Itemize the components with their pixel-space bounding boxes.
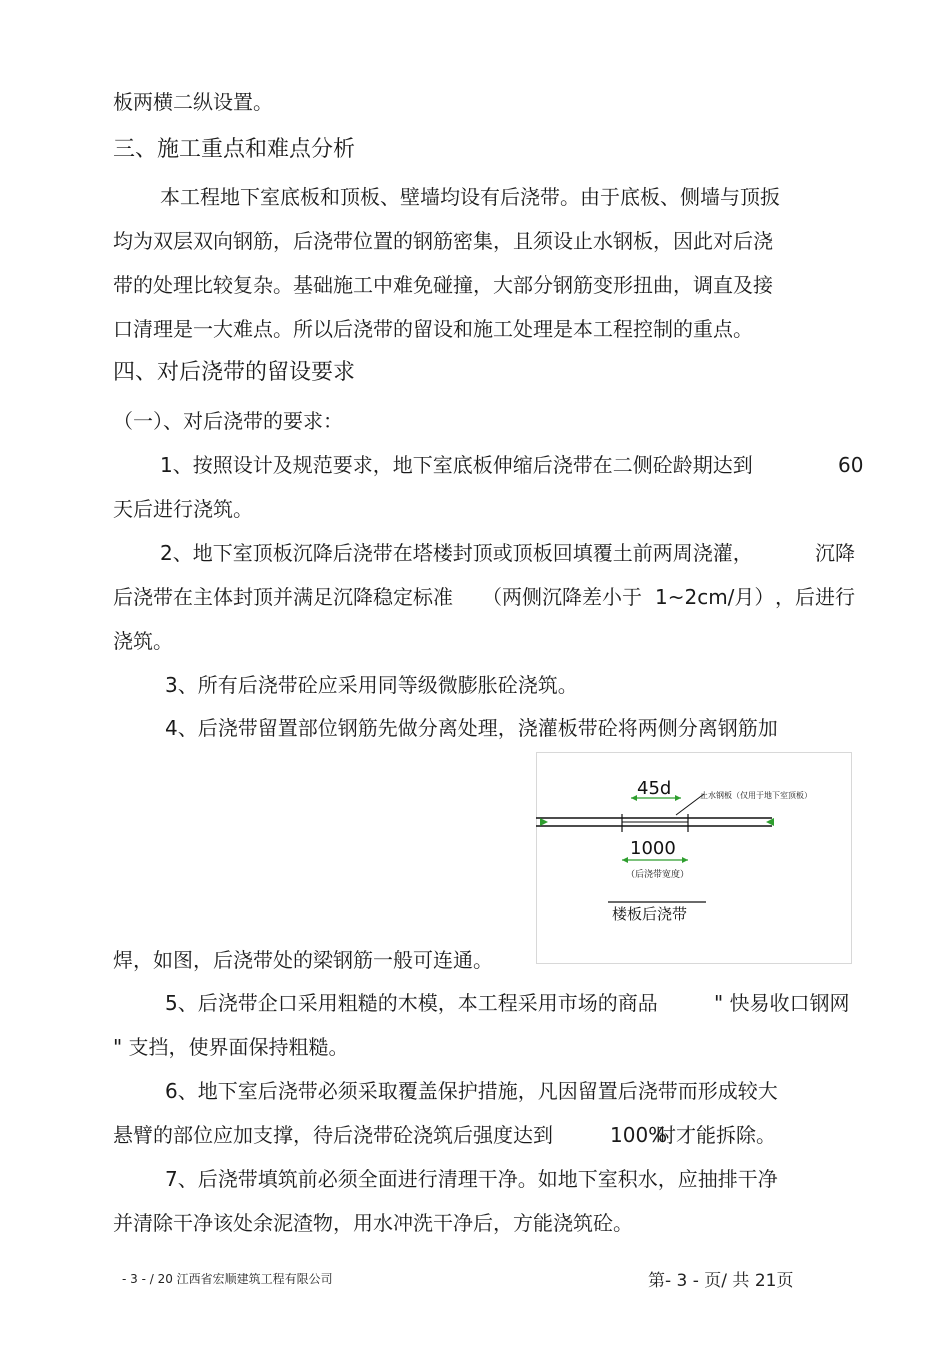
text-line: 时才能拆除。 xyxy=(656,1123,776,1147)
dim-1000-label: 1000 xyxy=(630,838,676,859)
text-line: 并清除干净该处余泥渣物，用水冲洗干净后，方能浇筑砼。 xyxy=(113,1211,633,1235)
text-line: 2、地下室顶板沉降后浇带在塔楼封顶或顶板回填覆土前两周浇灌， xyxy=(160,541,753,565)
text-line: 浇筑。 xyxy=(113,629,173,653)
text-line: 带的处理比较复杂。基础施工中难免碰撞，大部分钢筋变形扭曲，调直及接 xyxy=(113,273,773,297)
text-line: 后浇带在主体封顶并满足沉降稳定标准 xyxy=(113,585,453,609)
footer-page-number: 第- 3 - 页/ 共 21页 xyxy=(648,1271,794,1291)
waterstop-note: 止水钢板（仅用于地下室顶板） xyxy=(700,791,812,800)
text-line: 1~2cm/月） xyxy=(655,585,775,609)
slab-strip-diagram xyxy=(536,752,852,964)
text-line: ，后进行 xyxy=(775,585,855,609)
text-number: 60 xyxy=(838,453,864,477)
subsection-heading: （一）、对后浇带的要求： xyxy=(113,409,343,433)
text-line: " 支挡，使界面保持粗糙。 xyxy=(113,1035,349,1059)
text-line: 沉降 xyxy=(815,541,855,565)
figure-frame xyxy=(537,753,852,964)
text-line: 板两横二纵设置。 xyxy=(113,90,273,114)
text-line: 均为双层双向钢筋，后浇带位置的钢筋密集，且须设止水钢板，因此对后浇 xyxy=(113,229,773,253)
text-line: 焊，如图，后浇带处的梁钢筋一般可连通。 xyxy=(113,948,493,972)
section-heading: 四、对后浇带的留设要求 xyxy=(113,360,356,385)
text-line: 4、后浇带留置部位钢筋先做分离处理，浇灌板带砼将两侧分离钢筋加 xyxy=(165,716,778,740)
strip-width-note: （后浇带宽度） xyxy=(626,870,690,880)
dim-45d-label: 45d xyxy=(637,778,672,799)
section-heading: 三、施工重点和难点分析 xyxy=(113,137,356,162)
text-line: 6、地下室后浇带必须采取覆盖保护措施，凡因留置后浇带而形成较大 xyxy=(165,1079,778,1103)
dim-arrow-left-icon xyxy=(622,857,628,863)
text-line: 7、后浇带填筑前必须全面进行清理干净。如地下室积水，应抽排干净 xyxy=(165,1167,778,1191)
text-line: 本工程地下室底板和顶板、壁墙均设有后浇带。由于底板、侧墙与顶扳 xyxy=(160,185,780,209)
post-pour-strip-figure xyxy=(536,752,852,964)
figure-caption: 楼板后浇带 xyxy=(612,905,688,923)
text-number: 100% xyxy=(610,1123,668,1147)
arrow-left-icon xyxy=(540,818,548,826)
text-line: " 快易收口钢网 xyxy=(714,991,850,1015)
text-line: （两侧沉降差小于 xyxy=(482,585,642,609)
text-line: 口清理是一大难点。所以后浇带的留设和施工处理是本工程控制的重点。 xyxy=(113,317,753,341)
dim-arrow-right-icon xyxy=(675,795,681,801)
text-line: 天后进行浇筑。 xyxy=(113,497,253,521)
text-line: 1、按照设计及规范要求，地下室底板伸缩后浇带在二侧砼龄期达到 xyxy=(160,453,753,477)
footer-company: - 3 - / 20 江西省宏顺建筑工程有限公司 xyxy=(122,1272,333,1286)
text-line: 5、后浇带企口采用粗糙的木模，本工程采用市场的商品 xyxy=(165,991,658,1015)
text-line: 3、所有后浇带砼应采用同等级微膨胀砼浇筑。 xyxy=(165,673,578,697)
dim-arrow-right-icon xyxy=(682,857,688,863)
arrow-right-icon xyxy=(766,818,774,826)
text-line: 悬臂的部位应加支撑，待后浇带砼浇筑后强度达到 xyxy=(113,1123,553,1147)
